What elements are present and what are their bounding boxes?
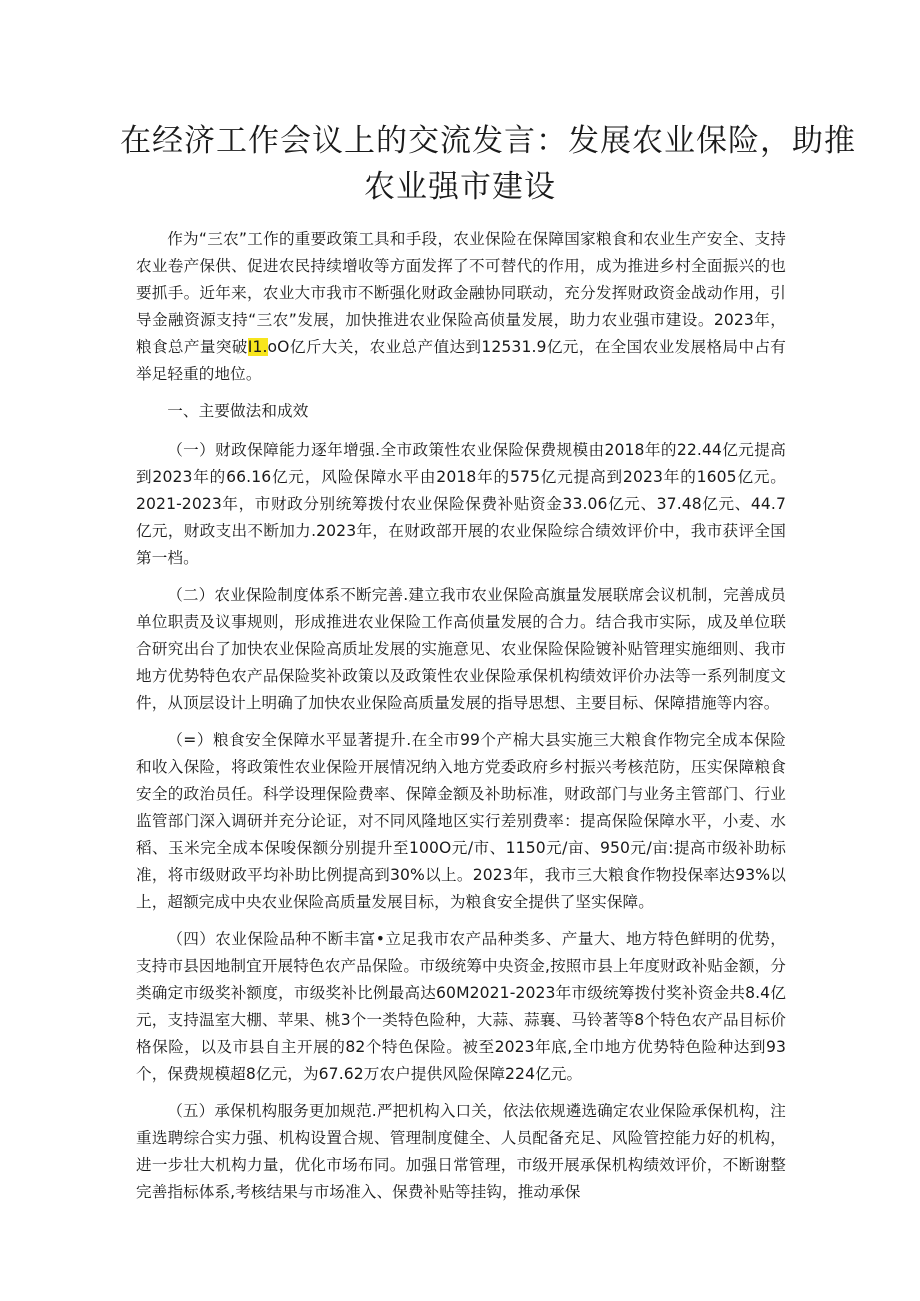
- document-body: [136, 226, 786, 1216]
- document-title-line-1: 在经济工作会议上的交流发言：发展农业保险，助推: [120, 123, 856, 159]
- document-title-line-2: 农业强市建设: [364, 169, 556, 205]
- intro-text-before: 作为“三农”工作的重要政策工具和手段，农业保险在保障国家粮食和农业生产安全、支持农业卷产保供、促进农民持续增收等方面发挥了不可替代的作用，成为推进乡村全面振兴的也要抓手。近年来，农业大市我市不断强化财政金融协同联动，充分发挥财政资金战动作用，引导金融资源支持“三农”发展，加快推进农业保险高侦量发展，助力农业强市建设。2023年，粮食总产量突破: [136, 230, 786, 356]
- intro-paragraph: [136, 226, 786, 388]
- paragraph-1: （一）财政保障能力逐年增强.全市政策性农业保险保费规模由2018年的22.44亿元提高到2023年的66.16亿元，风险保障水平由2018年的575亿元提高到2023年的1605亿元。2021-2023年，市财政分别统筹拨付农业保险保费补贴资金33.06亿元、37.48亿元、44.7亿元，财政支出不断加力.2023年，在财政部开展的农业保险综合绩效评价中，我市获评全国第一档。: [136, 441, 786, 567]
- intro-text-after: oO亿斤大关，农业总产值达到12531.9亿元，在全国农业发展格局中占有举足轻重的地位。: [136, 338, 786, 383]
- paragraph-3: （=）粮食安全保障水平显著提升.在全市99个产棉大县实施三大粮食作物完全成本保险和收入保险，将政策性农业保险开展情况纳入地方党委政府乡村振兴考核范防，压实保障粮食安全的政治员任。科学设理保险费率、保障金额及补助标准，财政部门与业务主管部门、行业监管部门深入调研并充分论证，对不同风隆地区实行差别费率：提高保险保障水平，小麦、水稻、玉米完全成本保唆保额分别提升至100O元/市、1150元/亩、950元/亩:提高市级补助标准，将市级财政平均补助比例提高到30%以上。2023年，我市三大粮食作物投保率达93%以上，超额完成中央农业保险高质量发展目标，为粮食安全提供了坚实保障。: [136, 731, 786, 911]
- highlighted-text: I1.: [247, 338, 268, 356]
- paragraph-2: （二）农业保险制度体系不断完善.建立我市农业保险高旗量发展联席会议机制，完善成员单位职责及议事规则，形成推进农业保险工作高侦量发展的合力。结合我市实际，成及单位联合研究出台了加快农业保险高质址发展的实施意见、农业保险保险镀补贴管理实施细则、我市地方优势特色农产品保险奖补政策以及政策性农业保险承保机构绩效评价办法等一系列制度文件，从顶层设计上明确了加快农业保险高质量发展的指导思想、主要目标、保障措施等内容。: [136, 586, 786, 712]
- paragraph-4: （四）农业保险品种不断丰富•立足我市农产品种类多、产量大、地方特色鲜明的优势，支持市县因地制宜开展特色农产品保险。市级统筹中央资金,按照市县上年度财政补贴金额，分类确定市级奖补额度，市级奖补比例最高达60M2021-2023年市级统筹拨付奖补资金共8.4亿元，支持温室大棚、苹果、桃3个一类特色险种，大蒜、蒜襄、马铃著等8个特色农产品目标价格保险，以及市县自主开展的82个特色保险。被至2023年底,全巾地方优势特色险种达到93个，保费规模超8亿元，为67.62万农户提供风险保障224亿元。: [136, 930, 786, 1083]
- paragraph-5: （五）承保机构服务更加规范.严把机构入口关，依法依规遴选确定农业保险承保机构，注重选聘综合实力强、机构设置合规、管理制度健全、人员配备充足、风险管控能力好的机构，进一步壮大机构力量，优化市场布同。加强日常管理，市级开展承保机构绩效评价，不断谢整完善指标体系,考核结果与市场准入、保费补贴等挂钩，推动承保: [136, 1102, 786, 1201]
- section-heading: 一、主要做法和成效: [167, 402, 309, 420]
